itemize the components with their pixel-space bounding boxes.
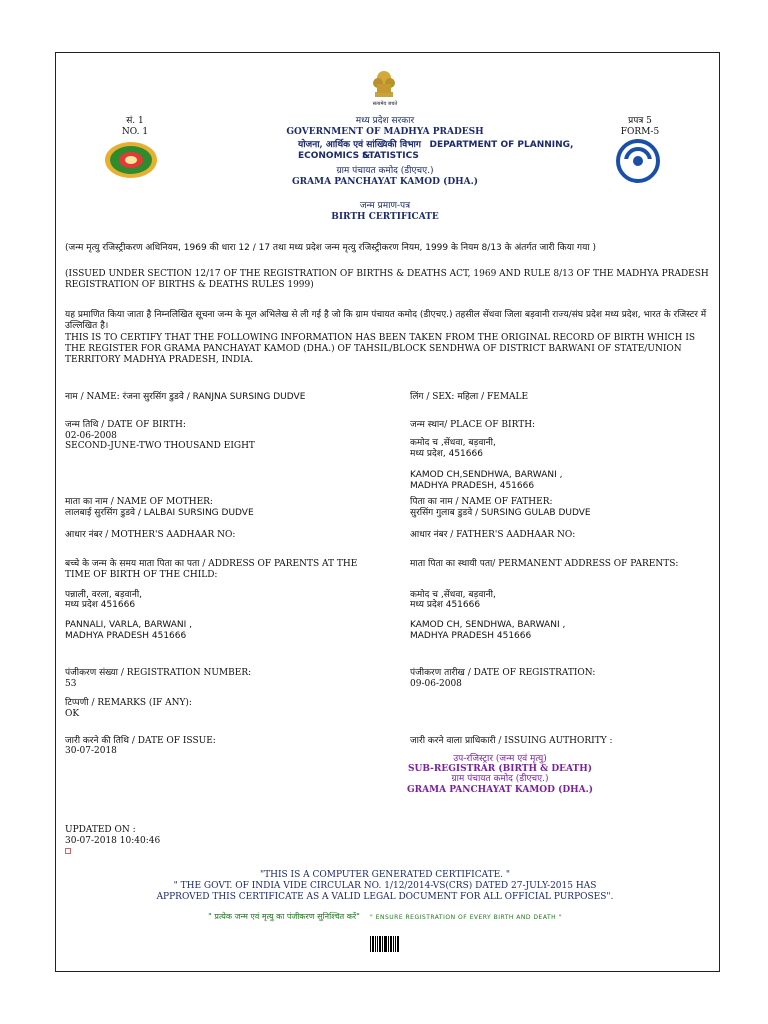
permanent-address-hindi-line1: कमोद च ,सेंधवा, बड़वानी, <box>410 590 496 600</box>
authority-line1: उप-रजिस्ट्रार (जन्म एवं मृत्यु) <box>453 754 547 764</box>
pob-hindi-line2: मध्य प्रदेश, 451666 <box>410 449 483 459</box>
dob-label <box>65 420 395 431</box>
name-value: / RANJNA SURSING DUDVE <box>183 392 306 402</box>
address-at-birth-label <box>65 559 395 570</box>
registration-number-value: 53 <box>65 679 77 689</box>
mother-label-hindi: माता का नाम <box>65 497 108 507</box>
permanent-address-english-line2: MADHYA PRADESH 451666 <box>410 631 532 641</box>
father-aadhaar-label-hindi: आधार नंबर <box>410 530 448 540</box>
address-at-birth-hindi-line1: पन्नाली, वरला, बड़वानी, <box>65 590 143 600</box>
certificate-title: BIRTH CERTIFICATE <box>331 212 439 222</box>
sex-value: / FEMALE <box>478 392 529 402</box>
department-english-line2: STATISTICS <box>362 151 419 161</box>
father-value-english: / SURSING GULAB DUDVE <box>472 508 591 518</box>
emblem-motto: सत्यमेव जयते <box>372 101 398 107</box>
address-at-birth-hindi-line2: मध्य प्रदेश 451666 <box>65 600 136 610</box>
authority-line2: SUB-REGISTRAR (BIRTH & DEATH) <box>408 764 592 774</box>
computer-generated-note: "THIS IS A COMPUTER GENERATED CERTIFICATE. " <box>259 870 511 880</box>
permanent-address-label <box>410 559 710 570</box>
father-value <box>410 508 710 519</box>
registration-number-label <box>65 668 395 679</box>
number-english: NO. 1 <box>121 127 149 137</box>
registration-number-label-english: / REGISTRATION NUMBER: <box>117 668 252 678</box>
remarks-value: OK <box>65 709 80 719</box>
barcode-icon <box>370 936 400 952</box>
issue-date-value: 30-07-2018 <box>65 746 117 756</box>
issued-under-english-line2: REGISTRATION OF BIRTHS & DEATHS RULES 1999) <box>65 280 314 290</box>
updated-on-value: 30-07-2018 10:40:46 <box>65 836 161 846</box>
sex-field <box>410 392 710 403</box>
name-value-hindi: रंजना सुरसिंग डुडवे <box>122 392 184 402</box>
permanent-address-label-english: / PERMANENT ADDRESS OF PARENTS: <box>492 559 679 569</box>
updated-on-label: UPDATED ON : <box>65 825 136 835</box>
department-english-line1: DEPARTMENT OF PLANNING, ECONOMICS & <box>298 140 574 161</box>
registration-date-label-hindi: पंजीकरण तारीख <box>410 668 465 678</box>
certify-english: THIS IS TO CERTIFY THAT THE FOLLOWING INFORMATION HAS BEEN TAKEN FROM THE ORIGINAL RECORD OF BIRTH WHICH IS THE REGISTER FOR GRAMA PANCHAYAT KAMOD (DHA.) OF TAHSIL/BLOCK SENDHWA OF DISTRICT BARWANI OF STATE/UNION TERRITORY MADHYA PRADESH, INDIA. <box>65 333 696 365</box>
national-emblem-icon <box>369 66 399 100</box>
mother-value-hindi: लालबाई सुरसिंग डुडवे <box>65 508 136 518</box>
remarks-label <box>65 698 395 709</box>
slogan <box>80 912 690 923</box>
issued-under-english-line1: (ISSUED UNDER SECTION 12/17 OF THE REGISTRATION OF BIRTHS & DEATHS ACT, 1969 AND RULE 8/13 OF THE MADHYA PRADESH <box>65 269 709 279</box>
remarks-label-hindi: टिप्पणी <box>65 698 89 708</box>
pob-hindi-line1: कमोद च ,सेंधवा, बड़वानी, <box>410 438 496 448</box>
address-at-birth-label-hindi: बच्चे के जन्म के समय माता पिता का पता <box>65 559 200 569</box>
mother-label-english: / NAME OF MOTHER: <box>107 497 213 507</box>
remarks-label-english: / REMARKS (IF ANY): <box>88 698 192 708</box>
issue-date-label-english: / DATE OF ISSUE: <box>128 736 216 746</box>
father-label <box>410 497 710 508</box>
pob-label-english: / PLACE OF BIRTH: <box>444 420 536 430</box>
issuing-authority-label-english: / ISSUING AUTHORITY : <box>495 736 613 746</box>
mother-aadhaar-label <box>65 530 395 541</box>
slogan-hindi: " प्रत्येक जन्म एवं मृत्यु का पंजीकरण सुनिश्चित करें" <box>208 912 360 921</box>
mother-aadhaar-label-english: / MOTHER'S AADHAAR NO: <box>102 530 236 540</box>
authority-line3: ग्राम पंचायत कमोद (डीएचए.) <box>451 774 549 784</box>
mother-value <box>65 508 395 519</box>
name-field <box>65 392 395 403</box>
panchayat-english: GRAMA PANCHAYAT KAMOD (DHA.) <box>291 177 479 187</box>
address-at-birth-english-line1: PANNALI, VARLA, BARWANI , <box>65 620 193 630</box>
dob-words: SECOND-JUNE-TWO THOUSAND EIGHT <box>65 441 255 451</box>
mother-label <box>65 497 395 508</box>
registration-date-label-english: / DATE OF REGISTRATION: <box>464 668 596 678</box>
pob-label <box>410 420 710 431</box>
mp-government-logo-icon <box>104 141 158 179</box>
father-value-hindi: सुरसिंग गुलाब डुडवे <box>410 508 473 518</box>
state-name-hindi: मध्य प्रदेश सरकार <box>355 116 415 126</box>
govt-circular-line1: " THE GOVT. OF INDIA VIDE CIRCULAR NO. 1/12/2014-VS(CRS) DATED 27-JULY-2015 HAS <box>173 881 597 891</box>
government-title: GOVERNMENT OF MADHYA PRADESH <box>286 127 484 137</box>
name-label: / NAME: <box>77 392 123 402</box>
authority-line4: GRAMA PANCHAYAT KAMOD (DHA.) <box>406 785 594 795</box>
sex-label: / SEX: <box>423 392 458 402</box>
crs-logo-icon <box>616 139 660 183</box>
form-number-hindi: प्रपत्र 5 <box>628 116 652 126</box>
department-hindi: योजना, आर्थिक एवं सांख्यिकी विभाग <box>298 140 421 150</box>
permanent-address-label-hindi: माता पिता का स्थायी पता <box>410 559 493 569</box>
father-label-english: / NAME OF FATHER: <box>452 497 553 507</box>
broken-image-icon <box>65 848 71 854</box>
dob-label-hindi: जन्म तिथि <box>65 420 99 430</box>
number-hindi: सं. 1 <box>126 116 144 126</box>
address-at-birth-label-line2: TIME OF BIRTH OF THE CHILD: <box>65 570 218 580</box>
sex-label-hindi: लिंग <box>410 392 424 402</box>
govt-circular-line2: APPROVED THIS CERTIFICATE AS A VALID LEGAL DOCUMENT FOR ALL OFFICIAL PURPOSES". <box>156 892 614 902</box>
issuing-authority-label <box>410 736 710 747</box>
certify-hindi: यह प्रमाणित किया जाता है निम्नलिखित सूचना जन्म के मूल अभिलेख से ली गई है जो कि ग्राम पंचायत कमोद (डीएचए.) तहसील सेंधवा जिला बड़वानी राज्य/संघ प्रदेश मध्य प्रदेश, भारत के रजिस्टर में उल्लिखित है। <box>65 310 707 331</box>
father-label-hindi: पिता का नाम <box>410 497 453 507</box>
pob-english-line2: MADHYA PRADESH, 451666 <box>410 481 535 491</box>
dob-value: 02-06-2008 <box>65 431 117 441</box>
dob-label-english: / DATE OF BIRTH: <box>98 420 186 430</box>
father-aadhaar-label-english: / FATHER'S AADHAAR NO: <box>447 530 576 540</box>
address-at-birth-label-english: / ADDRESS OF PARENTS AT THE <box>199 559 358 569</box>
mother-value-english: / LALBAI SURSING DUDVE <box>135 508 254 518</box>
issue-date-label-hindi: जारी करने की तिथि <box>65 736 129 746</box>
father-aadhaar-label <box>410 530 710 541</box>
certificate-title-hindi: जन्म प्रमाण-पत्र <box>359 201 411 211</box>
slogan-english: " ENSURE REGISTRATION OF EVERY BIRTH AND DEATH " <box>370 914 562 921</box>
issuing-authority-label-hindi: जारी करने वाला प्राधिकारी <box>410 736 496 746</box>
sex-value-hindi: महिला <box>457 392 479 402</box>
pob-english-line1: KAMOD CH,SENDHWA, BARWANI , <box>410 470 563 480</box>
permanent-address-hindi-line2: मध्य प्रदेश 451666 <box>410 600 481 610</box>
permanent-address-english-line1: KAMOD CH, SENDHWA, BARWANI , <box>410 620 566 630</box>
address-at-birth-english-line2: MADHYA PRADESH 451666 <box>65 631 187 641</box>
panchayat-hindi: ग्राम पंचायत कमोद (डीएचए.) <box>336 166 434 176</box>
mother-aadhaar-label-hindi: आधार नंबर <box>65 530 103 540</box>
issued-under-hindi: (जन्म मृत्यु रजिस्ट्रीकरण अधिनियम, 1969 की धारा 12 / 17 तथा मध्य प्रदेश जन्म मृत्यु रजिस्ट्रीकरण नियम, 1999 के नियम 8/13 के अंतर्गत जारी किया गया ) <box>65 243 596 253</box>
registration-number-label-hindi: पंजीकरण संख्या <box>65 668 118 678</box>
form-number-english: FORM-5 <box>620 127 660 137</box>
name-label-hindi: नाम <box>65 392 78 402</box>
registration-date-value: 09-06-2008 <box>410 679 462 689</box>
pob-label-hindi: जन्म स्थान <box>410 420 445 430</box>
registration-date-label <box>410 668 710 679</box>
